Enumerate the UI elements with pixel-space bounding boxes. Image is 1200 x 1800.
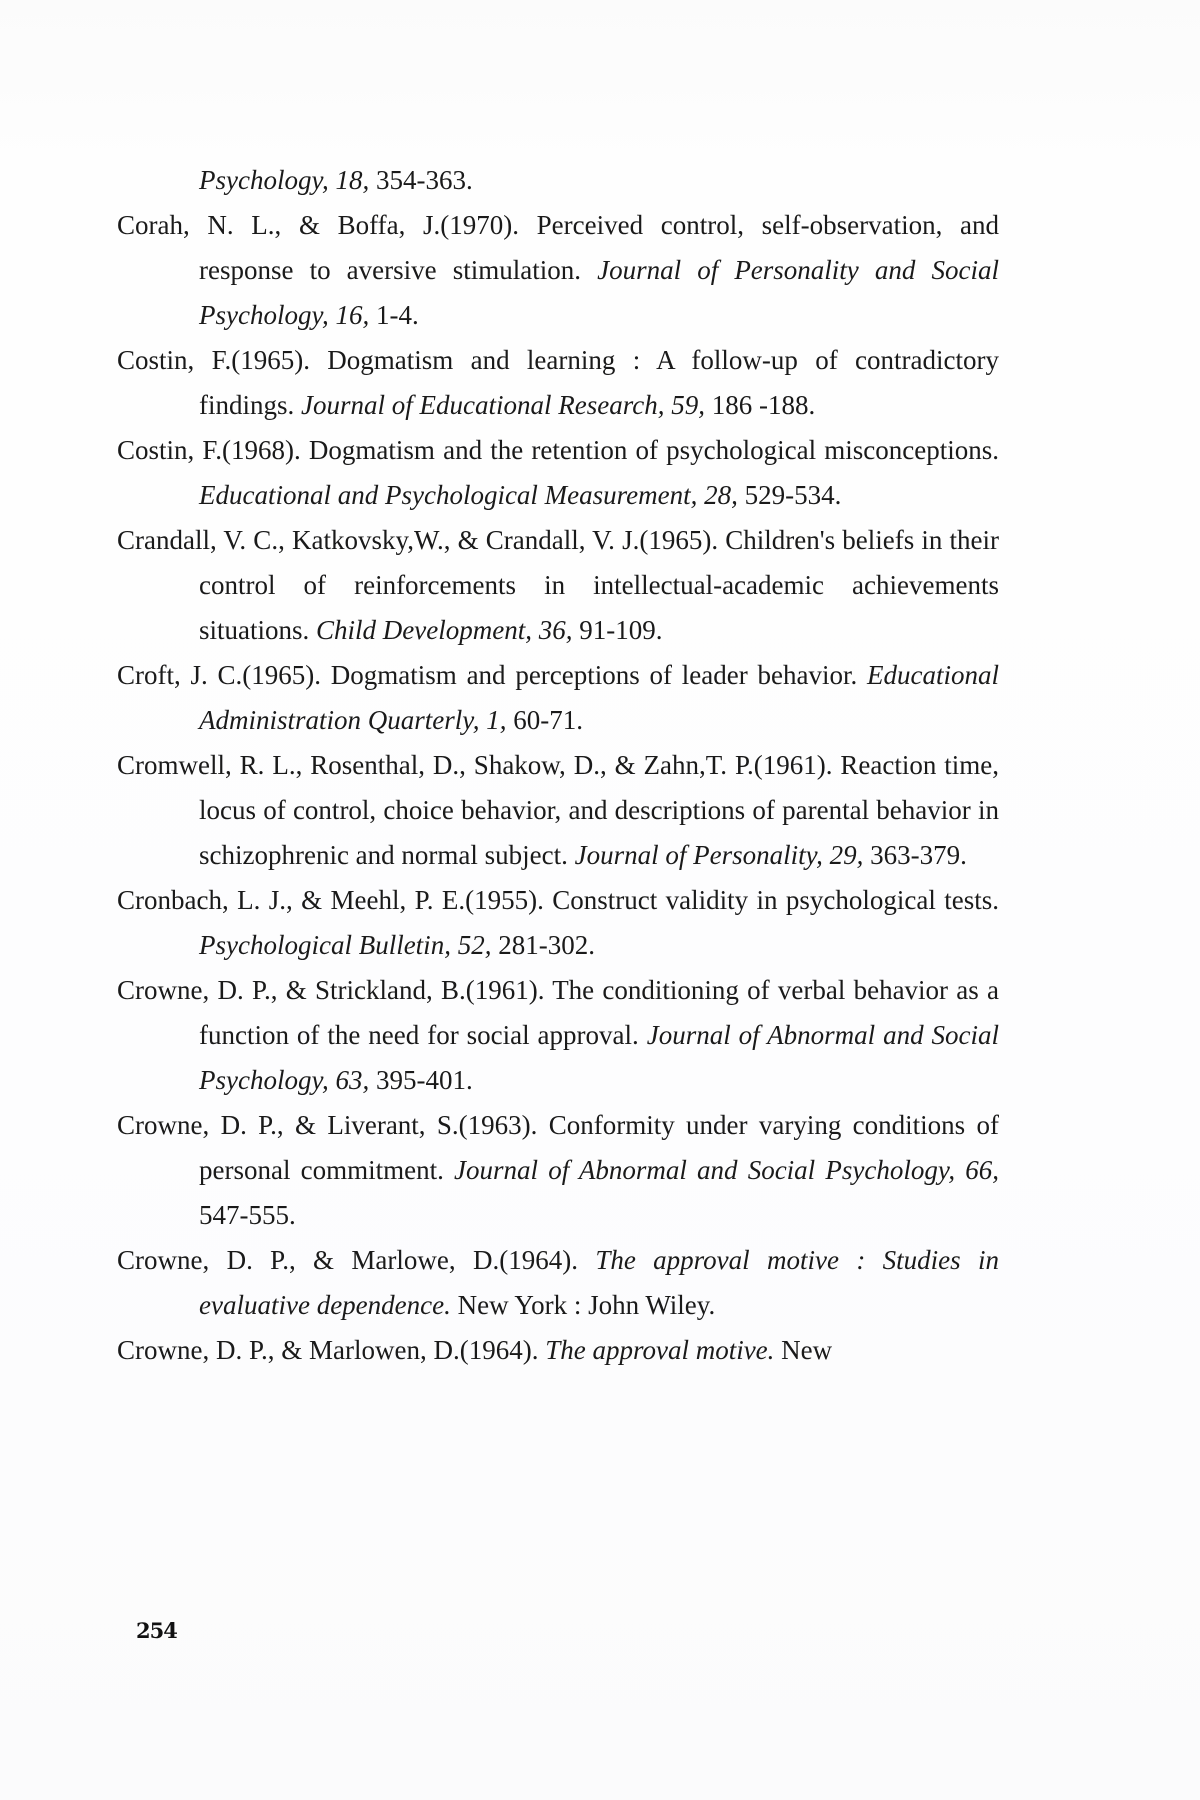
reference-citation: Crowne, D. P., & Marlowen, D.(1964).: [117, 1335, 546, 1365]
reference-citation: Crandall, V. C., Katkovsky,W., & Crandall, V. J.(1965). Children's beliefs in their control of reinforcements in intellectual-academic achievements situations.: [117, 525, 999, 645]
reference-citation: Cromwell, R. L., Rosenthal, D., Shakow, D., & Zahn,T. P.(1961). Reaction time, locus of control, choice behavior, and descriptions of parental behavior in schizophrenic and normal subject.: [117, 750, 999, 870]
reference-entry: [117, 1103, 999, 1238]
reference-pages: 354-363.: [369, 165, 473, 195]
reference-pages: 529-534.: [737, 480, 842, 510]
reference-entry: [117, 878, 999, 968]
reference-publisher: New York : John Wiley.: [450, 1290, 716, 1320]
reference-citation: Crowne, D. P., & Marlowe, D.(1964).: [117, 1245, 596, 1275]
reference-book-title: The approval motive.: [545, 1335, 775, 1365]
reference-citation: Croft, J. C.(1965). Dogmatism and perceptions of leader behavior.: [117, 660, 868, 690]
reference-journal: Journal of Personality and Social Psychology, 16,: [199, 255, 999, 330]
reference-pages: 395-401.: [369, 1065, 473, 1095]
reference-citation: Crowne, D. P., & Strickland, B.(1961). The conditioning of verbal behavior as a function of the need for social approval.: [117, 975, 999, 1050]
reference-journal: Educational Administration Quarterly, 1,: [199, 660, 999, 735]
reference-pages: 1-4.: [369, 300, 419, 330]
reference-pages: 60-71.: [506, 705, 584, 735]
reference-journal: Educational and Psychological Measurement, 28,: [199, 480, 738, 510]
reference-pages: 281-302.: [491, 930, 595, 960]
reference-journal: Journal of Personality, 29,: [574, 840, 864, 870]
reference-journal: Psychological Bulletin, 52,: [199, 930, 492, 960]
reference-citation: Corah, N. L., & Boffa, J.(1970). Perceived control, self-observation, and response to aversive stimulation.: [117, 210, 999, 285]
reference-continuation: [117, 158, 999, 203]
page-number: 254: [136, 1618, 177, 1643]
reference-citation: Costin, F.(1968). Dogmatism and the retention of psychological misconceptions.: [117, 435, 999, 465]
reference-citation: Crowne, D. P., & Liverant, S.(1963). Conformity under varying conditions of personal commitment.: [117, 1110, 999, 1185]
reference-entry: [117, 428, 999, 518]
reference-entry: [117, 653, 999, 743]
reference-pages: 186 -188.: [704, 390, 816, 420]
reference-entry: [117, 518, 999, 653]
reference-entry: [117, 203, 999, 338]
reference-entry: [117, 968, 999, 1103]
reference-citation: Costin, F.(1965). Dogmatism and learning : A follow-up of contradictory findings.: [117, 345, 999, 420]
reference-entry: [117, 338, 999, 428]
reference-entry: [117, 743, 999, 878]
reference-journal: Psychology, 18,: [199, 165, 370, 195]
reference-journal: Journal of Abnormal and Social Psychology, 63,: [199, 1020, 999, 1095]
reference-entry: [117, 1238, 999, 1328]
reference-journal: Child Development, 36,: [316, 615, 573, 645]
reference-book-title: The approval motive : Studies in evaluative dependence.: [199, 1245, 1000, 1320]
reference-pages: 91-109.: [572, 615, 663, 645]
reference-pages: 547-555.: [199, 1200, 296, 1230]
reference-citation: Cronbach, L. J., & Meehl, P. E.(1955). Construct validity in psychological tests.: [117, 885, 999, 915]
reference-publisher: New: [774, 1335, 833, 1365]
reference-journal: Journal of Abnormal and Social Psychology, 66,: [454, 1155, 999, 1185]
reference-entry: [117, 1328, 999, 1373]
reference-pages: 363-379.: [863, 840, 967, 870]
reference-list: [117, 158, 999, 1373]
reference-journal: Journal of Educational Research, 59,: [301, 390, 705, 420]
